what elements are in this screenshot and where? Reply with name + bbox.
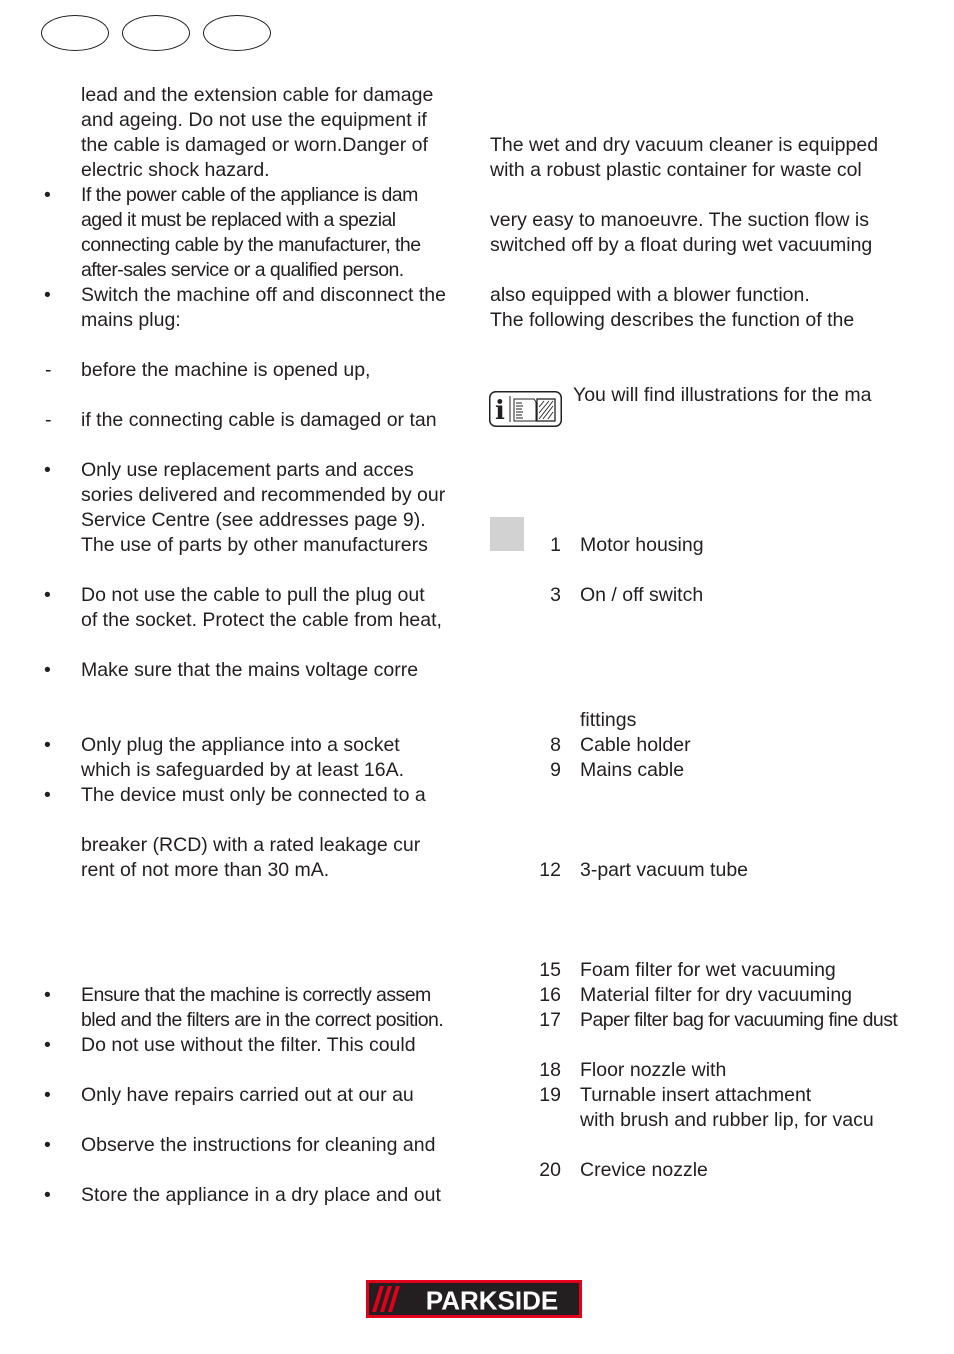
bullet-marker: • <box>44 984 51 1006</box>
left-text-line: Only plug the appliance into a socket <box>81 734 400 756</box>
part-label: 3-part vacuum tube <box>580 859 749 881</box>
left-text-line: breaker (RCD) with a rated leakage cur <box>81 834 421 856</box>
part-label: Cable holder <box>580 734 691 756</box>
info-note-text: You will find illustrations for the ma <box>573 384 872 406</box>
part-number: 15 <box>539 959 561 981</box>
left-text-line: Service Centre (see addresses page 9). <box>81 509 426 531</box>
description-text-line: very easy to manoeuvre. The suction flow is <box>490 209 869 231</box>
svg-text:i: i <box>495 396 505 426</box>
left-text-line: Observe the instructions for cleaning and <box>81 1134 436 1156</box>
description-text-line: The wet and dry vacuum cleaner is equipped <box>490 134 879 156</box>
bullet-marker: • <box>44 734 51 756</box>
part-label: Turnable insert attachment <box>580 1084 812 1106</box>
part-number: 20 <box>539 1159 561 1181</box>
left-text-line: Do not use without the filter. This could <box>81 1034 416 1056</box>
info-book-icon <box>489 391 562 427</box>
left-text-line: connecting cable by the manufacturer, the <box>81 234 421 256</box>
part-number: 17 <box>539 1009 561 1031</box>
part-number: 19 <box>539 1084 561 1106</box>
part-label: Mains cable <box>580 759 685 781</box>
part-label: with brush and rubber lip, for vacu <box>580 1109 874 1131</box>
section-marker-square <box>490 517 524 551</box>
part-number: 1 <box>550 534 561 556</box>
left-text-line: lead and the extension cable for damage <box>81 84 434 106</box>
left-text-line: The use of parts by other manufacturers <box>81 534 428 556</box>
parkside-logo <box>366 1280 582 1318</box>
left-text-line: rent of not more than 30 mA. <box>81 859 330 881</box>
description-text-line: switched off by a float during wet vacuuming <box>490 234 873 256</box>
language-oval-2 <box>122 15 190 51</box>
left-text-line: aged it must be replaced with a spezial <box>81 209 396 231</box>
left-text-line: and ageing. Do not use the equipment if <box>81 109 427 131</box>
part-number: 18 <box>539 1059 561 1081</box>
part-label: Floor nozzle with <box>580 1059 727 1081</box>
part-number: 16 <box>539 984 561 1006</box>
part-label: fittings <box>580 709 637 731</box>
left-text-line: bled and the filters are in the correct position. <box>81 1009 444 1031</box>
left-text-line: Make sure that the mains voltage corre <box>81 659 419 681</box>
left-text-line: sories delivered and recommended by our <box>81 484 446 506</box>
description-text-line: with a robust plastic container for waste col <box>490 159 862 181</box>
left-text-line: Store the appliance in a dry place and out <box>81 1184 441 1206</box>
part-label: Motor housing <box>580 534 704 556</box>
part-label: On / off switch <box>580 584 704 606</box>
part-number: 12 <box>539 859 561 881</box>
part-label: Crevice nozzle <box>580 1159 708 1181</box>
bullet-marker: • <box>44 1184 51 1206</box>
left-text-line: the cable is damaged or worn.Danger of <box>81 134 428 156</box>
part-label: Foam filter for wet vacuuming <box>580 959 836 981</box>
part-label: Paper filter bag for vacuuming fine dust <box>580 1009 898 1031</box>
left-text-line: Only use replacement parts and acces <box>81 459 414 481</box>
part-number: 9 <box>550 759 561 781</box>
bullet-marker: • <box>44 659 51 681</box>
description-text-line: The following describes the function of the <box>490 309 855 331</box>
left-text-line: which is safeguarded by at least 16A. <box>81 759 405 781</box>
language-oval-1 <box>41 15 109 51</box>
bullet-marker: • <box>44 284 51 306</box>
part-label: Material filter for dry vacuuming <box>580 984 853 1006</box>
left-text-line: electric shock hazard. <box>81 159 270 181</box>
part-number: 3 <box>550 584 561 606</box>
dash-marker: - <box>45 409 52 431</box>
language-oval-3 <box>203 15 271 51</box>
bullet-marker: • <box>44 784 51 806</box>
bullet-marker: • <box>44 1034 51 1056</box>
left-text-line: before the machine is opened up, <box>81 359 371 381</box>
logo-text: PARKSIDE <box>425 1285 559 1316</box>
left-text-line: of the socket. Protect the cable from heat, <box>81 609 442 631</box>
bullet-marker: • <box>44 184 51 206</box>
dash-marker: - <box>45 359 52 381</box>
part-number: 8 <box>550 734 561 756</box>
left-text-line: Switch the machine off and disconnect the <box>81 284 446 306</box>
left-text-line: The device must only be connected to a <box>81 784 426 806</box>
left-text-line: after-sales service or a qualified person. <box>81 259 404 281</box>
bullet-marker: • <box>44 1134 51 1156</box>
left-text-line: if the connecting cable is damaged or tan <box>81 409 437 431</box>
description-text-line: also equipped with a blower function. <box>490 284 810 306</box>
left-text-line: Ensure that the machine is correctly assem <box>81 984 431 1006</box>
left-text-line: Do not use the cable to pull the plug out <box>81 584 425 606</box>
bullet-marker: • <box>44 1084 51 1106</box>
left-text-line: Only have repairs carried out at our au <box>81 1084 414 1106</box>
bullet-marker: • <box>44 459 51 481</box>
left-text-line: mains plug: <box>81 309 181 331</box>
bullet-marker: • <box>44 584 51 606</box>
left-text-line: If the power cable of the appliance is dam <box>81 184 418 206</box>
